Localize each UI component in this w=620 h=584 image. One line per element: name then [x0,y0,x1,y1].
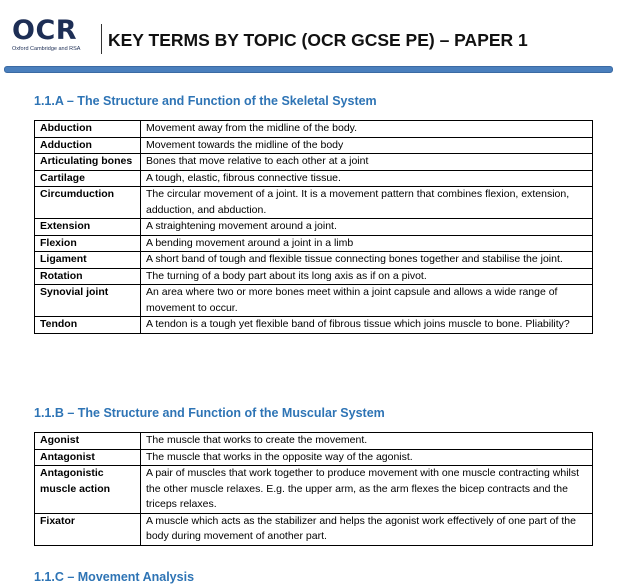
definition-cell: The muscle that works to create the movement. [141,433,593,450]
definition-cell: The turning of a body part about its long axis as if on a pivot. [141,268,593,285]
definition-cell: The muscle that works in the opposite way of the agonist. [141,449,593,466]
term-row [35,317,593,334]
term-row [35,170,593,187]
definition-cell: Bones that move relative to each other at a joint [141,154,593,171]
definition-cell: A pair of muscles that work together to produce movement with one muscle contracting whilst the other muscle relaxes. E.g. the upper arm, as the arm flexes the bicep contracts and the triceps relaxes. [141,466,593,514]
term-cell: Rotation [35,268,141,285]
header-divider [101,24,102,54]
term-cell: Tendon [35,317,141,334]
term-row [35,433,593,450]
term-cell: Flexion [35,235,141,252]
term-row [35,513,593,545]
skeletal-terms-table [34,120,593,334]
term-row [35,137,593,154]
term-cell: Cartilage [35,170,141,187]
term-row [35,121,593,138]
definition-cell: A tendon is a tough yet flexible band of fibrous tissue which joins muscle to bone. Pliability? [141,317,593,334]
term-row [35,285,593,317]
term-row [35,268,593,285]
term-row [35,154,593,171]
term-cell: Fixator [35,513,141,545]
logo-mark: OCR [12,15,78,46]
term-cell: Articulating bones [35,154,141,171]
term-row [35,219,593,236]
term-cell: Ligament [35,252,141,269]
term-cell: Extension [35,219,141,236]
section-title-movement: 1.1.C – Movement Analysis [34,570,195,584]
logo-subtext: Oxford Cambridge and RSA [12,46,81,52]
page-header [0,0,620,62]
term-cell: Antagonistic muscle action [35,466,141,514]
definition-cell: A tough, elastic, fibrous connective tissue. [141,170,593,187]
term-cell: Abduction [35,121,141,138]
term-row [35,187,593,219]
term-row [35,252,593,269]
section-title-skeletal: 1.1.A – The Structure and Function of the Skeletal System [34,94,377,108]
term-row [35,449,593,466]
section-title-muscular: 1.1.B – The Structure and Function of the Muscular System [34,406,385,420]
definition-cell: A muscle which acts as the stabilizer and helps the agonist work effectively of one part of the body during movement of another part. [141,513,593,545]
document-title: KEY TERMS BY TOPIC (OCR GCSE PE) – PAPER 1 [108,30,528,50]
term-row [35,235,593,252]
definition-cell: The circular movement of a joint. It is a movement pattern that combines flexion, extension, adduction, and abduction. [141,187,593,219]
term-cell: Circumduction [35,187,141,219]
definition-cell: Movement away from the midline of the body. [141,121,593,138]
definition-cell: Movement towards the midline of the body [141,137,593,154]
term-row [35,466,593,514]
ocr-logo [12,17,92,52]
definition-cell: A bending movement around a joint in a limb [141,235,593,252]
definition-cell: A straightening movement around a joint. [141,219,593,236]
term-cell: Adduction [35,137,141,154]
muscular-terms-table [34,432,593,546]
title-rule [4,66,613,73]
term-cell: Antagonist [35,449,141,466]
definition-cell: A short band of tough and flexible tissue connecting bones together and stabilise the joint. [141,252,593,269]
term-cell: Agonist [35,433,141,450]
term-cell: Synovial joint [35,285,141,317]
definition-cell: An area where two or more bones meet within a joint capsule and allows a wide range of movement to occur. [141,285,593,317]
